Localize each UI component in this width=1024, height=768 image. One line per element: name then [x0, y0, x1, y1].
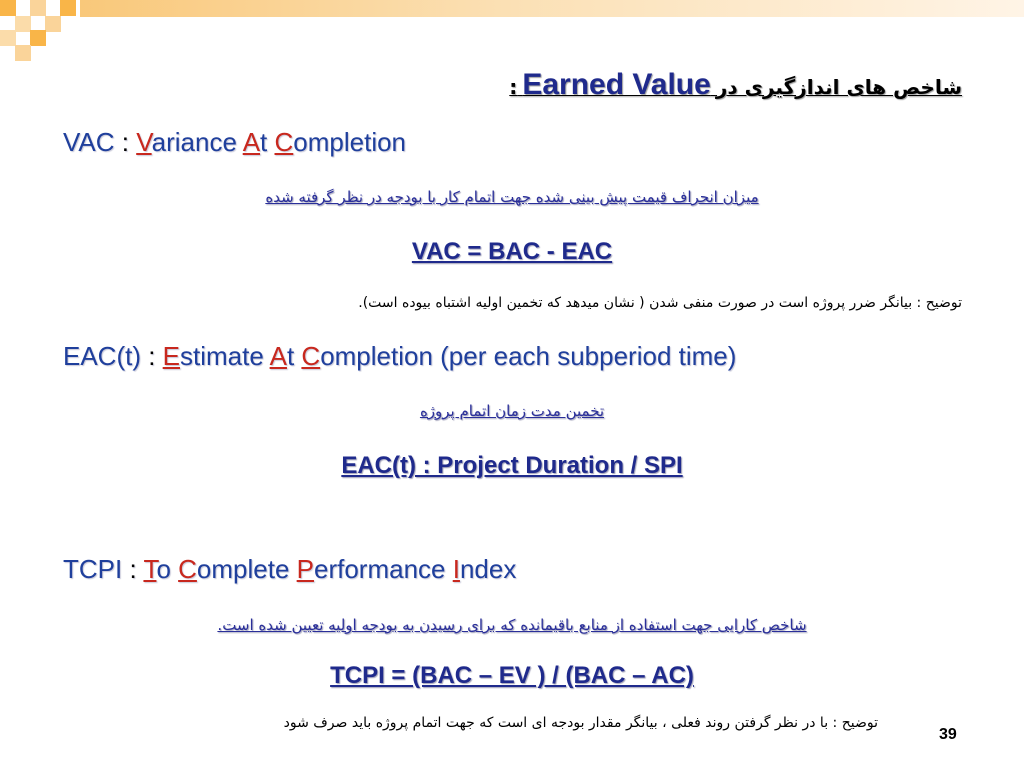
deco-square — [15, 45, 31, 61]
tcpi-sep: : — [122, 554, 144, 584]
vac-formula: VAC = BAC - EAC — [411, 238, 613, 265]
deco-square — [45, 16, 61, 32]
eac-description: تخمین مدت زمان اتمام پروژه — [419, 402, 605, 420]
tcpi-word: erformance — [313, 554, 453, 584]
tcpi-letter: T — [143, 554, 157, 584]
vac-heading — [63, 127, 406, 158]
vac-letter: A — [242, 127, 261, 157]
tcpi-letter: C — [178, 554, 197, 584]
vac-sep: : — [114, 127, 137, 157]
deco-square — [0, 0, 16, 16]
eac-letter: A — [269, 341, 287, 371]
tcpi-note: توضیح : با در نظر گرفتن روند فعلی ، بیانگر مقدار بودجه ای است که جهت اتمام پروژه باید صرف شود — [283, 715, 878, 731]
eac-sep: : — [141, 341, 163, 371]
page-number: 39 — [939, 726, 957, 743]
eac-word: ompletion (per each subperiod time) — [320, 341, 737, 371]
tcpi-word: o — [156, 554, 179, 584]
vac-description: میزان انحراف قیمت پیش بینی شده جهت اتمام کار با بودجه در نظر گرفته شده — [265, 188, 759, 206]
tcpi-description: شاخص کارایی جهت استفاده از منابع باقیمانده که برای رسیدن به بودجه اولیه تعیین شده است. — [217, 616, 807, 634]
tcpi-word: omplete — [196, 554, 297, 584]
title-english: Earned Value — [522, 68, 711, 101]
vac-letter: C — [274, 127, 294, 157]
deco-square — [60, 0, 76, 16]
eac-formula: EAC(t) : Project Duration / SPI — [341, 452, 683, 479]
tcpi-letter: P — [296, 554, 314, 584]
vac-word: ompletion — [293, 127, 407, 157]
tcpi-abbr: TCPI — [63, 554, 123, 584]
vac-letter: V — [136, 127, 152, 157]
slide-title — [509, 68, 962, 102]
title-colon: : — [509, 75, 518, 99]
eac-letter: E — [162, 341, 181, 371]
top-banner — [80, 0, 1024, 17]
eac-abbr: EAC(t) — [63, 341, 141, 371]
deco-square — [30, 0, 46, 16]
title-persian: شاخص های اندازگیری در — [715, 75, 962, 99]
eac-word: t — [286, 341, 302, 371]
tcpi-word: ndex — [459, 554, 517, 584]
eac-heading — [63, 341, 736, 372]
eac-letter: C — [301, 341, 321, 371]
tcpi-heading — [63, 554, 516, 585]
tcpi-letter: I — [452, 554, 460, 584]
vac-abbr: VAC — [63, 127, 115, 157]
vac-note: توضیح : بیانگر ضرر پروژه است در صورت منفی شدن ( نشان میدهد که تخمین اولیه اشتباه بیوده است). — [358, 295, 962, 311]
eac-word: stimate — [180, 341, 270, 371]
vac-word: t — [260, 127, 275, 157]
tcpi-formula: TCPI = (BAC – EV ) / (BAC – AC) — [330, 662, 694, 689]
deco-square — [0, 30, 16, 46]
deco-square — [15, 16, 31, 32]
deco-square — [30, 30, 46, 46]
vac-word: ariance — [151, 127, 243, 157]
